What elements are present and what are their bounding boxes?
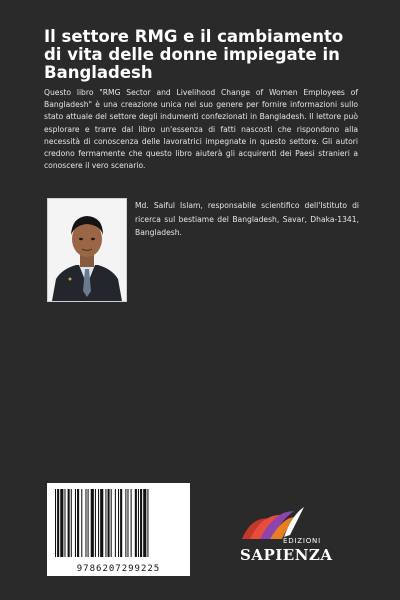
publisher-label: EDIZIONI <box>283 537 321 545</box>
isbn-number: 9786207299225 <box>76 564 161 574</box>
book-description: Questo libro "RMG Sector and Livelihood Change of Women Employees of Bangladesh" è una creazione unica nel suo genere per fornire informazioni sullo stato attuale del settore degli indumenti confezionati in Bangladesh. Il lettore può esplorare e trarre dal libro un'essenza di fatti nascosti che rispondono alla necessità di conoscenza delle lavoratrici impegnate in questo settore. Gli autori credono fermamente che questo libro aiuterà gli acquirenti dei Paesi stranieri a conoscere il vero scenario. <box>44 88 358 171</box>
publisher-name: SAPIENZA <box>240 546 333 564</box>
barcode-bars <box>47 483 190 563</box>
author-bio: Md. Saiful Islam, responsabile scientifico dell'Istituto di ricerca sul bestiame del Bangladesh, Savar, Dhaka-1341, Bangladesh. <box>135 201 359 237</box>
isbn-barcode <box>47 483 190 576</box>
book-title: Il settore RMG e il cambiamento di vita delle donne impiegate in Bangladesh <box>44 27 344 82</box>
author-photo <box>47 198 127 302</box>
